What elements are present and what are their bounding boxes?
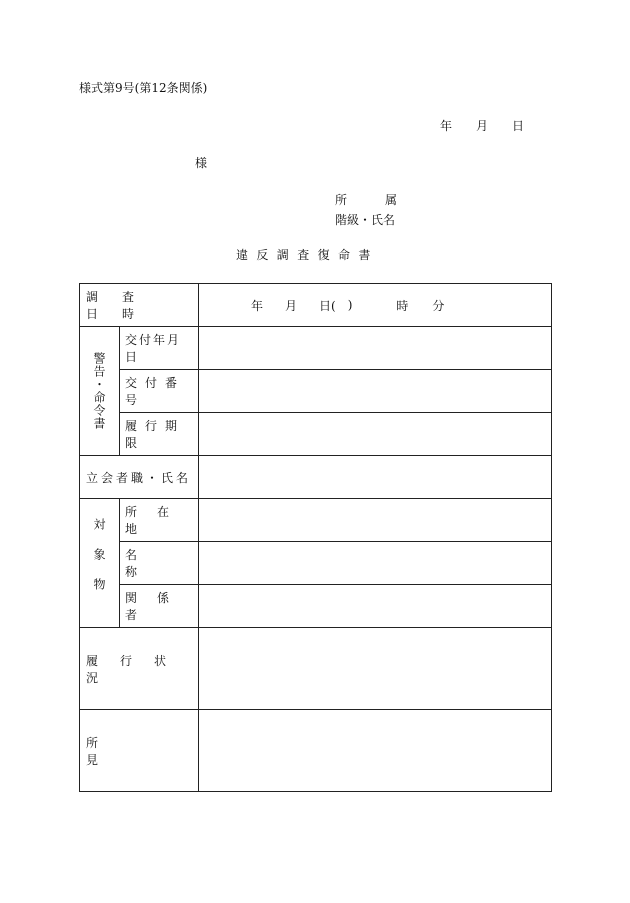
compliance-status-label xyxy=(80,628,199,709)
issue-number-label xyxy=(120,370,199,412)
compliance-deadline-value[interactable] xyxy=(199,413,551,455)
date-year-label: 年 xyxy=(440,119,453,133)
survey-datetime-value[interactable] xyxy=(199,284,551,326)
warning-order-group-label xyxy=(80,327,119,455)
findings-value[interactable] xyxy=(199,710,551,791)
datetime-hour-label: 時 xyxy=(396,298,409,313)
date-line xyxy=(440,120,524,132)
datetime-paren-close: ) xyxy=(347,298,353,312)
name-label xyxy=(120,542,199,584)
compliance-status-text: 履行状況 xyxy=(86,653,189,685)
date-month-label: 月 xyxy=(476,119,489,133)
datetime-minute-label: 分 xyxy=(432,298,445,313)
compliance-deadline-label xyxy=(120,413,199,455)
name-text: 名称 xyxy=(125,548,180,579)
target-group-label xyxy=(80,499,119,627)
datetime-year-label: 年 xyxy=(251,298,264,313)
witness-label xyxy=(80,456,199,498)
datetime-month-label: 月 xyxy=(285,298,298,313)
issue-number-text: 交付番号 xyxy=(125,376,186,407)
related-person-value[interactable] xyxy=(199,585,551,627)
issue-date-value[interactable] xyxy=(199,327,551,369)
related-person-text: 関係者 xyxy=(125,591,190,622)
location-label xyxy=(120,499,199,541)
survey-datetime-label xyxy=(80,284,199,326)
issue-date-text: 交付年月日 xyxy=(125,333,182,364)
survey-datetime-text: 調査日時 xyxy=(86,290,159,321)
findings-text: 所見 xyxy=(86,735,183,767)
location-text: 所在地 xyxy=(125,505,190,536)
addressee-honorific: 様 xyxy=(195,156,208,170)
location-value[interactable] xyxy=(199,499,551,541)
compliance-deadline-text: 履行期限 xyxy=(125,419,186,450)
name-value[interactable] xyxy=(199,542,551,584)
findings-label xyxy=(80,710,199,791)
form-number: 様式第9号(第12条関係) xyxy=(79,81,208,95)
report-table xyxy=(79,283,552,792)
rank-name-label: 階級・氏名 xyxy=(335,213,396,227)
compliance-status-value[interactable] xyxy=(199,628,551,709)
datetime-day-label: 日( xyxy=(319,298,336,313)
affiliation-label xyxy=(335,194,435,206)
document-title: 違反調査復命書 xyxy=(236,248,379,262)
target-group-text: 対象物 xyxy=(92,518,106,608)
related-person-label xyxy=(120,585,199,627)
issue-number-value[interactable] xyxy=(199,370,551,412)
affiliation-text: 所属 xyxy=(335,193,436,207)
warning-order-group-text: 警告・命令書 xyxy=(92,352,106,430)
date-day-label: 日 xyxy=(512,119,525,133)
witness-value[interactable] xyxy=(199,456,551,498)
witness-text: 立会者職・氏名 xyxy=(86,470,192,485)
issue-date-label xyxy=(120,327,199,369)
